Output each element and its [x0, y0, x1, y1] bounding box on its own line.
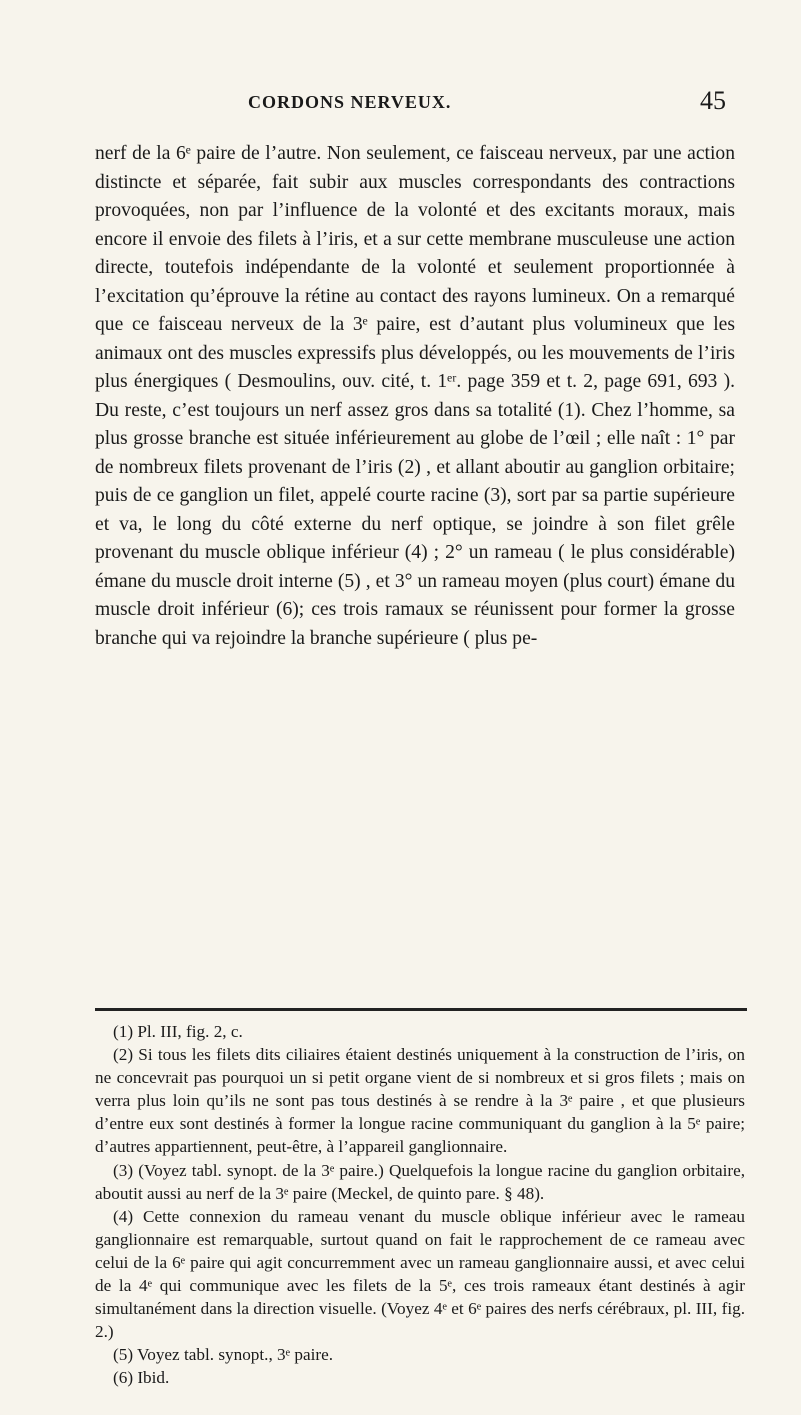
footnote-4: (4) Cette connexion du rameau venant du muscle oblique inférieur avec le rameau ganglionnaire est remarquable, surtout quand on fait le rapprochement de ce rameau avec celui de la 6ᵉ paire qui agit concurremment avec un rameau ganglionnaire aussi, et avec celui de la 4ᵉ qui communique avec les filets de la 5ᵉ, ces trois rameaux étant destinés à agir simultanément dans la direction visuelle. (Voyez 4ᵉ et 6ᵉ paires des nerfs cérébraux, pl. III, fig. 2.)	[95, 1206, 745, 1342]
footnote-3: (3) (Voyez tabl. synopt. de la 3ᵉ paire.) Quelquefois la longue racine du ganglion orbitaire, aboutit aussi au nerf de la 3ᵉ paire (Meckel, de quinto pare. § 48).	[95, 1160, 745, 1203]
footnote-5: (5) Voyez tabl. synopt., 3ᵉ paire.	[113, 1345, 334, 1365]
page-number: 45	[700, 86, 726, 115]
footnote-1: (1) Pl. III, fig. 2, c.	[113, 1022, 243, 1041]
footnote-divider	[95, 1008, 747, 1011]
body-paragraph: nerf de la 6ᵉ paire de l’autre. Non seulement, ce faisceau nerveux, par une action distincte et séparée, fait subir aux muscles correspondants des contractions provoquées, non par l’influence de la volonté et des excitants moraux, mais encore il envoie des filets à l’iris, et a sur cette membrane musculeuse une action directe, toutefois indépendante de la volonté et seulement proportionnée à l’excitation qu’éprouve la rétine au contact des rayons lumineux. On a remarqué que ce faisceau nerveux de la 3ᵉ paire, est d’autant plus volumineux que les animaux ont des muscles expressifs plus développés, ou les mouvements de l’iris plus énergiques ( Desmoulins, ouv. cité, t. 1ᵉʳ. page 359 et t. 2, page 691, 693 ). Du reste, c’est toujours un nerf assez gros dans sa totalité (1). Chez l’homme, sa plus grosse branche est située inférieurement au globe de l’œil ; elle naît : 1° par de nombreux filets provenant de l’iris (2) , et allant aboutir au ganglion orbitaire; puis de ce ganglion un filet, appelé courte racine (3), sort par sa partie supérieure et va, le long du côté externe du nerf optique, se joindre à son filet grêle provenant du muscle oblique inférieur (4) ; 2° un rameau ( le plus considérable) émane du muscle droit interne (5) , et 3° un rameau moyen (plus court) émane du muscle droit inférieur (6); ces trois ramaux se réunissent pour former la grosse branche qui va rejoindre la branche supérieure ( plus pe-	[95, 143, 735, 649]
main-text	[95, 140, 735, 653]
footnote-2: (2) Si tous les filets dits ciliaires étaient destinés uniquement à la construction de l’iris, on ne concevrait pas pourquoi un si petit organe vient de si nombreux et si gros filets ; mais on verra plus loin qu’ils ne sont pas tous destinés à se rendre à la 3ᵉ paire , et que plusieurs d’entre eux sont destinés à former la longue racine communiquant du ganglion à la 5ᵉ paire; d’autres appartiennent, peut-être, à l’appareil ganglionnaire.	[95, 1045, 745, 1157]
footnotes	[95, 1020, 745, 1390]
footnote-6: (6) Ibid.	[113, 1368, 170, 1388]
page-header	[0, 86, 801, 122]
running-title: CORDONS NERVEUX.	[248, 92, 452, 112]
